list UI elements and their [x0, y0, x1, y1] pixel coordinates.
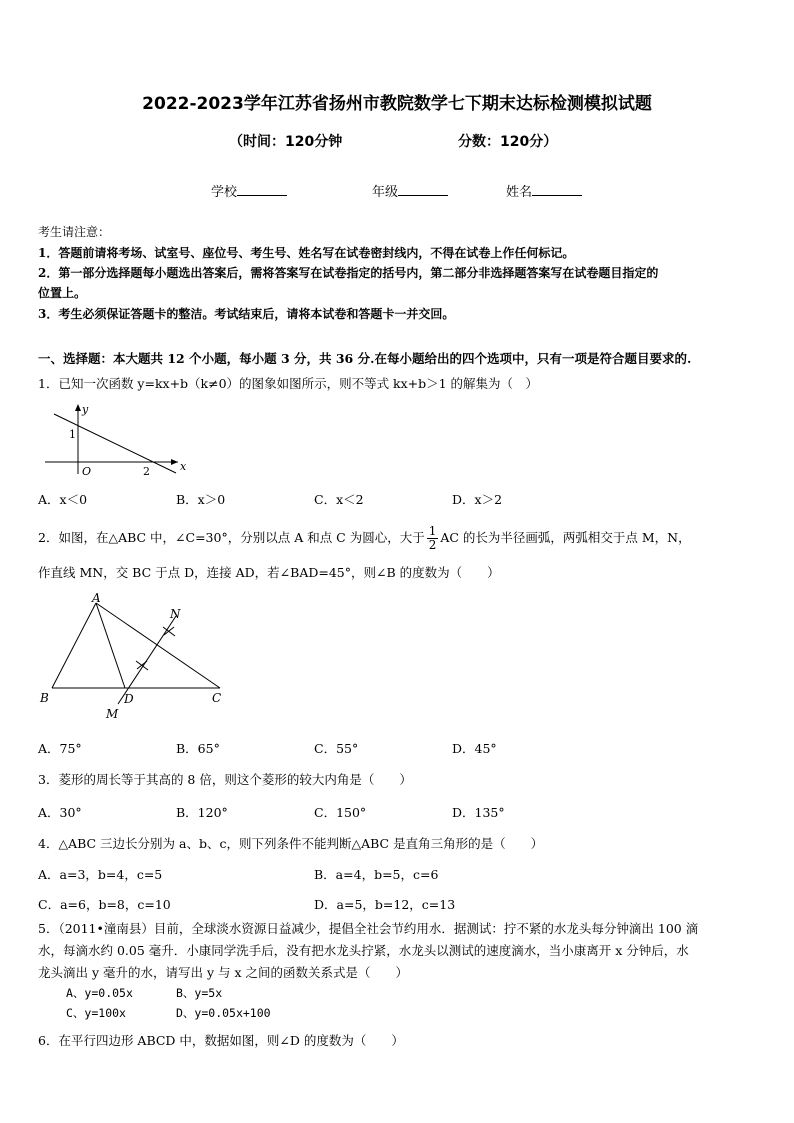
x-axis-label: x — [180, 460, 187, 473]
q2-option-a: A．75° — [38, 741, 82, 756]
q5-option-a: A、y=0.05x — [66, 986, 133, 1000]
x-axis-arrow — [171, 459, 178, 465]
note-item: 3．考生必须保证答题卡的整洁。考试结束后，请将本试卷和答题卡一并交回。 — [38, 307, 455, 321]
score-label: 分数：120分） — [458, 134, 558, 150]
question-4-text: 4．△ABC 三边长分别为 a、b、c，则下列条件不能判断△ABC 是直角三角形的是（ ） — [38, 836, 544, 851]
arc-mark-m — [136, 661, 148, 670]
q2-figure — [36, 592, 236, 724]
arc-mark-n — [163, 627, 175, 636]
q1-option-d: D．x＞2 — [452, 492, 503, 507]
function-line — [54, 414, 176, 473]
question-2-text — [38, 525, 691, 552]
school-label: 学校 — [211, 185, 238, 200]
q2-option-d: D．45° — [452, 741, 497, 756]
q3-option-c: C．150° — [314, 805, 367, 820]
q2-option-b: B．65° — [176, 741, 220, 756]
q5-option-c: C、y=100x — [66, 1006, 126, 1020]
q1-option-a: A．x＜0 — [38, 492, 88, 507]
question-5-line3: 龙头滴出 y 毫升的水，请写出 y 与 x 之间的函数关系式是（ ） — [38, 965, 409, 980]
q4-option-d: D．a=5，b=12，c=13 — [314, 897, 456, 912]
notes-heading: 考生请注意： — [38, 225, 111, 239]
q1-figure — [40, 398, 190, 478]
y-axis-arrow — [75, 404, 81, 411]
grade-label: 年级 — [372, 185, 399, 200]
q5-option-b: B、y=5x — [176, 986, 223, 1000]
note-item: 位置上。 — [38, 286, 87, 300]
side-ac — [96, 603, 220, 688]
grade-blank — [398, 183, 448, 196]
question-5-line1: 5．（2011•潼南县）目前，全球淡水资源日益减少，提倡全社会节约用水．据测试：拧不紧的水龙头每分钟滴出 100 滴 — [38, 921, 699, 936]
fraction-denominator: 2 — [428, 538, 437, 552]
y-tick-label: 1 — [69, 428, 76, 441]
q4-option-a: A．a=3，b=4，c=5 — [38, 867, 163, 882]
q2-option-c: C．55° — [314, 741, 359, 756]
q2-text-b: AC 的长为半径画弧，两弧相交于点 M，N， — [440, 530, 691, 545]
line-mn — [118, 616, 176, 704]
q3-option-d: D．135° — [452, 805, 505, 820]
q1-option-b: B．x＞0 — [176, 492, 226, 507]
question-2-text-line2: 作直线 MN，交 BC 于点 D，连接 AD，若∠BAD=45°，则∠B 的度数为（ ） — [38, 565, 500, 580]
note-item: 1．答题前请将考场、试室号、座位号、考生号、姓名写在试卷密封线内，不得在试卷上作任何标记。 — [38, 246, 575, 260]
school-field — [211, 181, 287, 200]
y-axis-label: y — [82, 403, 89, 416]
vertex-c-label: C — [212, 691, 222, 705]
vertex-a-label: A — [92, 592, 101, 605]
x-tick-label: 2 — [143, 465, 150, 478]
q5-option-d: D、y=0.05x+100 — [176, 1006, 271, 1020]
q4-option-c: C．a=6，b=8，c=10 — [38, 897, 171, 912]
name-label: 姓名 — [506, 185, 533, 200]
q2-text-a: 2．如图，在△ABC 中，∠C=30°，分别以点 A 和点 C 为圆心，大于 — [38, 530, 425, 545]
time-label: （时间：120分钟 — [229, 134, 343, 150]
name-field — [506, 181, 582, 200]
q1-option-c: C．x＜2 — [314, 492, 364, 507]
segment-ad — [96, 603, 125, 688]
note-item: 2．第一部分选择题每小题选出答案后，需将答案写在试卷指定的括号内，第二部分非选择题答案写在试卷题目指定的 — [38, 266, 659, 280]
vertex-b-label: B — [40, 691, 49, 705]
question-1-text: 1．已知一次函数 y=kx+b（k≠0）的图象如图所示，则不等式 kx+b＞1 的解集为（ ） — [38, 376, 539, 391]
grade-field — [372, 181, 448, 200]
point-d-label: D — [124, 692, 134, 706]
question-6-text: 6．在平行四边形 ABCD 中，数据如图，则∠D 的度数为（ ） — [38, 1033, 404, 1048]
exam-title: 2022-2023学年江苏省扬州市教院数学七下期末达标检测模拟试题 — [142, 94, 652, 114]
q3-option-a: A．30° — [38, 805, 82, 820]
school-blank — [237, 183, 287, 196]
origin-label: O — [82, 465, 92, 478]
question-3-text: 3．菱形的周长等于其高的 8 倍，则这个菱形的较大内角是（ ） — [38, 772, 412, 787]
name-blank — [532, 183, 582, 196]
half-fraction — [427, 525, 439, 552]
q3-option-b: B．120° — [176, 805, 228, 820]
fraction-numerator: 1 — [428, 524, 437, 538]
q4-option-b: B．a=4，b=5，c=6 — [314, 867, 439, 882]
section-heading: 一、选择题：本大题共 12 个小题，每小题 3 分，共 36 分.在每小题给出的四个选项中，只有一项是符合题目要求的. — [38, 351, 692, 366]
point-m-label: M — [106, 707, 119, 721]
question-5-line2: 水，每滴水约 0.05 毫升．小康同学洗手后，没有把水龙头拧紧，水龙头以测试的速度滴水，当小康离开 x 分钟后，水 — [38, 943, 689, 958]
point-n-label: N — [170, 607, 181, 621]
side-ab — [52, 603, 96, 688]
